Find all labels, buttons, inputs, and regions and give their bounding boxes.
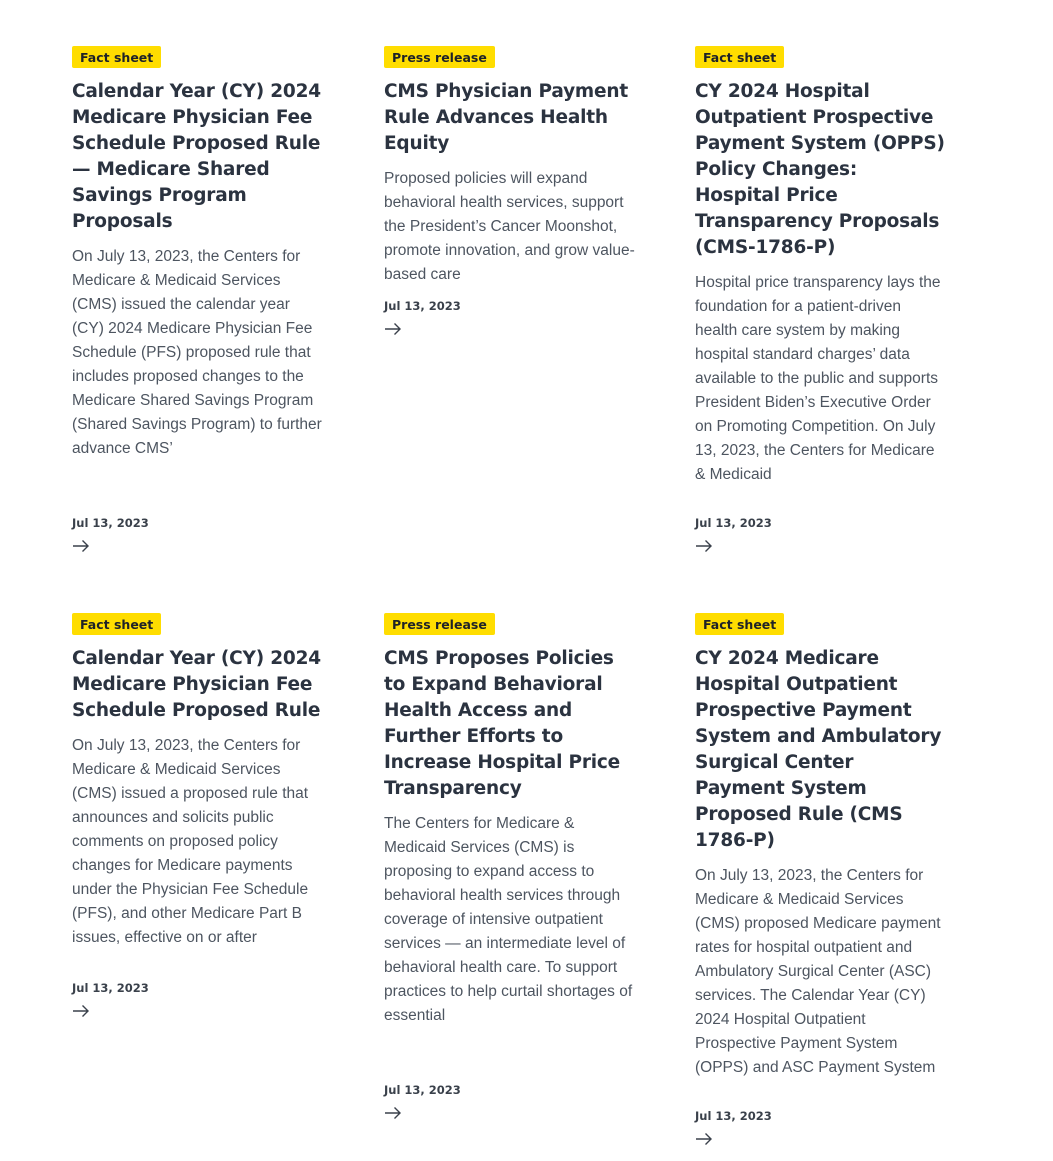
content-type-tag: Press release (384, 613, 495, 635)
card-title-link[interactable]: CY 2024 Medicare Hospital Outpatient Prospective Payment System and Ambulatory Surgical Center Payment System Proposed Rule (CMS 1786-P) (695, 648, 942, 851)
card-description: On July 13, 2023, the Centers for Medicare & Medicaid Services (CMS) issued a proposed rule that announces and solicits public comments on proposed policy changes for Medicare payments under the Physician Fee Schedule (PFS), and other Medicare Part B issues, effective on or after (72, 737, 309, 946)
news-card (384, 613, 636, 1128)
arrow-right-icon[interactable] (72, 1004, 92, 1018)
card-description: The Centers for Medicare & Medicaid Services (CMS) is proposing to expand access to behavioral health services through coverage of intensive outpatient services — an intermediate level of behavioral health care. To support practices to help curtail shortages of essential (384, 815, 633, 1024)
content-type-tag: Fact sheet (72, 46, 161, 68)
content-type-tag: Fact sheet (695, 46, 784, 68)
card-date: Jul 13, 2023 (695, 516, 772, 530)
card-description: Proposed policies will expand behavioral health services, support the President’s Cancer Moonshot, promote innovation, and grow value-based care (384, 170, 635, 283)
card-date: Jul 13, 2023 (384, 1083, 461, 1097)
card-description: On July 13, 2023, the Centers for Medicare & Medicaid Services (CMS) issued the calendar year (CY) 2024 Medicare Physician Fee Schedule (PFS) proposed rule that includes proposed changes to the Medicare Shared Savings Program (Shared Savings Program) to further advance CMS’ (72, 248, 322, 457)
card-title-link[interactable]: CMS Physician Payment Rule Advances Health Equity (384, 81, 628, 154)
card-date: Jul 13, 2023 (384, 299, 461, 313)
card-title-link[interactable]: Calendar Year (CY) 2024 Medicare Physician Fee Schedule Proposed Rule — Medicare Shared Savings Program Proposals (72, 81, 321, 232)
content-type-tag: Fact sheet (695, 613, 784, 635)
news-card (384, 46, 636, 346)
arrow-right-icon[interactable] (384, 322, 404, 336)
content-type-tag: Press release (384, 46, 495, 68)
card-date: Jul 13, 2023 (72, 981, 149, 995)
news-card (695, 46, 947, 556)
card-title-link[interactable]: CY 2024 Hospital Outpatient Prospective Payment System (OPPS) Policy Changes: Hospital Price Transparency Proposals (CMS-1786-P) (695, 81, 945, 258)
news-card (695, 613, 947, 1153)
card-description: On July 13, 2023, the Centers for Medicare & Medicaid Services (CMS) proposed Medicare payment rates for hospital outpatient and Ambulatory Surgical Center (ASC) services. The Calendar Year (CY) 2024 Hospital Outpatient Prospective Payment System (OPPS) and ASC Payment System (695, 867, 941, 1076)
arrow-right-icon[interactable] (384, 1106, 404, 1120)
arrow-right-icon[interactable] (695, 539, 715, 553)
arrow-right-icon[interactable] (695, 1132, 715, 1146)
news-card (72, 46, 324, 556)
card-date: Jul 13, 2023 (72, 516, 149, 530)
news-card (72, 613, 324, 1023)
arrow-right-icon[interactable] (72, 539, 92, 553)
card-title-link[interactable]: Calendar Year (CY) 2024 Medicare Physician Fee Schedule Proposed Rule (72, 648, 321, 721)
card-title-link[interactable]: CMS Proposes Policies to Expand Behavioral Health Access and Further Efforts to Increase Hospital Price Transparency (384, 648, 621, 799)
content-type-tag: Fact sheet (72, 613, 161, 635)
card-date: Jul 13, 2023 (695, 1109, 772, 1123)
card-description: Hospital price transparency lays the foundation for a patient-driven health care system by making hospital standard charges’ data available to the public and supports President Biden’s Executive Order on Promoting Competition. On July 13, 2023, the Centers for Medicare & Medicaid (695, 274, 941, 483)
